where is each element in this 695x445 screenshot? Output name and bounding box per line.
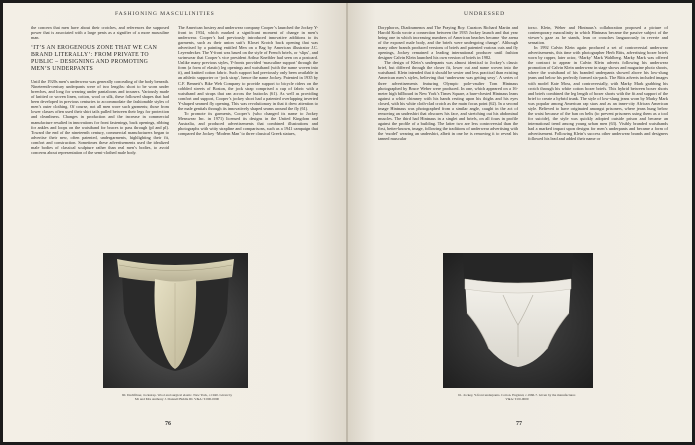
paragraph: The American hosiery and underwear company Cooper’s launched the Jockey Y-front in 1934, which marked a significant moment of change in men’s underwear. Cooper’s had previously introduced innovative additions to its garments, such as their union suit’s Kloset Krotch back opening that was advertised by a painting entitled Men on a Bag by American illustrator J.C. Leyendecker. The Y-front was based on the style of French briefs, or ‘slips’, and swimwear that Cooper’s vice president Arthur Kneibler had seen on a postcard. Unlike many previous styles, Y-fronts provided ‘masculine support’ through the form (a form of elastic) leg openings and waistband (with the name woven into it), and knitted cotton fabric. Such support had previously only been available in an athletic supporter or ‘jock strap’, hence the name Jockey. Patented in 1935 by C.F. Bennett’s Bike Web Company to provide support to bicycle riders on the cobbled streets of Boston, the jock strap comprised a cup of fabric with a waistband and straps that ran across the buttocks (61). As well as providing comfort and support, Cooper’s jockey short had a patented overlapping inverted Y-shaped seamed fly opening. This was revolutionary in that it drew attention to the male genitals through its innovatively shaped seams around the fly (61).	[178, 25, 318, 111]
right-column-2	[528, 25, 668, 253]
pull-quote: ‘IT’S AN EROGENOUS ZONE THAT WE CAN BRAND LITERALLY’: FROM PRIVATE TO PUBLIC – DESIGNING AND PROMOTING MEN’S UNDERPANTS	[31, 45, 158, 73]
right-column-1	[378, 25, 518, 253]
photo-jockstrap	[103, 253, 248, 388]
paragraph: To promote its garments, Cooper’s (who changed its name to Jockey Menswear Inc. in 1971) licensed its designs in the United Kingdom and Australia, and produced advertisements that combined illustrations and photographs with witty strapline and comparisons, such as a 1941 campaign that compared the Jockey ‘Modern Man’ to three classical Greek statues,	[178, 110, 318, 136]
photo-y-front	[443, 253, 593, 388]
y-front-illustration	[443, 253, 593, 388]
running-head-right: UNDRESSED	[464, 11, 506, 17]
caption-right: 61. Jockey, Y-front underpants. Cotton. England, c.1966-7. Given by the manufacturer. V&A: T.00-0000	[458, 393, 576, 402]
paragraph: torso. Klein, Weber and Hintnaus’s collaboration proposed a picture of contemporary masculinity in which Hintnaus became the passive subject of the viewer’s gaze as he stands, lean or crouches languorously in reverie and sensation.	[528, 25, 668, 46]
paragraph: Until the 1920s men’s underwear was generally concealing of the body beneath. Nineteenth-century underpants were of two lengths: short to be worn under breeches, and long for wearing under pantaloons and trousers. Variously made of knitted or woven linen, cotton, wool or silk, these followed shapes that had been developed in previous centuries to accommodate the fashionable styles of men’s outer clothing. Of course, not all men wore such garments; those from lower classes often used their shirt tails pulled between their legs for protection and cleanliness. Changes in production and the increase in commercial manufacture resulted in innovations for front fastenings, back openings, ribbing for ankles and loops on the waistband for braces to pass through (pl and pl). Toward the end of the nineteenth century, commercial manufacturers began to advertise their new, often patented, undergarments, highlighting their fit, comfort and construction. Sometimes these advertisements used the idealized male bodies of classical sculpture rather than real men’s bodies, to avoid concerns about representation of the semi-clothed male body.	[31, 79, 169, 155]
paragraph: In 1992 Calvin Klein again produced a set of controversial underwear advertisements, this time with photographer Herb Ritts, advertising boxer briefs worn by rapper, later actor, ‘Marky’ Mark Wahlberg. Marky Mark was offered the contract to appear in Calvin Klein adverts following his underwear promotion of Calvin Klein underwear in stage shows and magazine photo shoots, where the waistband of his branded underpants showed above his low-slung jeans and below his perfectly formed six-pack. The Ritts adverts included images with model Kate Moss, and controversially, with Marky Mark grabbing his crotch through his white cotton boxer briefs. This hybrid between boxer shorts and briefs combined the leg length of boxer shorts with the fit and support of the brief to create a hybrid trunk. The style of low-slung jeans worn by Marky Mark was popular among American rap stars and as an inner-city African American style. Believed to have originated amongst prisoners, where jeans hung below the waist because of the ban on belts (to prevent prisoners using them as a tool for suicide), the style was quickly adopted outside prison and became an international trend among young urban men (63). Visibly branded waistbands had a marked impact upon designs for men’s underpants and became a form of advertisement. Following Klein’s success other underwear brands and designers followed his lead and added their name or	[528, 45, 668, 142]
paragraph: The design of Klein’s underpants was almost identical to Jockey’s classic brief, but differed through the closer fit, lower cut and name woven into the waistband. Klein intended that it should be sexier and less practical than existing American men’s styles, believing that ‘underwear was getting sexy’. A series of three advertisements featuring Olympic pole-vaulter Tom Hintnaus photographed by Bruce Weber were produced. In one, which appeared on a 16-meter high billboard in New York’s Times Square, a bare-chested Hintnaus leans against a white chimney with his hands resting upon his thighs and his eyes closed, with his white cloth-clad crotch as the main focus point (62). In a second image Hintnaus was photographed from a similar angle, caught in the act of removing an undershirt that obscures his face, and stretching out his abdominal muscles. The third had Hintnaus in a singlet and briefs, on all fours in profile against the profile of a building. The latter two are less controversial than the first, better-known, image, following the traditions of underwear advertising with the ‘model’ wearing an undershirt, albeit in one he is removing it to reveal his tanned muscular	[378, 60, 518, 142]
running-head-left: FASHIONING MASCULINITIES	[115, 11, 215, 17]
page-number-right: 77	[516, 421, 522, 427]
right-page	[348, 3, 692, 442]
left-column-1	[31, 25, 169, 253]
paragraph: Doryphoros, Diadoumenos and The Praying Boy. Curators Richard Martin and Harold Koda wrote a connection between the 1935 Jockey launch and that year being one in which increasing numbers of American beaches became ‘the arena of the exposed male body, and the briefs were undergoing change’. Although many other brands produced versions of briefs and patented various cuts and fly openings, Jockey remained a leading international producer until fashion designer Calvin Klein launched his own version of briefs in 1982.	[378, 25, 518, 61]
paragraph: the concern that men have about their crotches, and references the supposed power that is associated with a large penis as a signifier of a more masculine man.	[31, 25, 169, 41]
book-spread	[3, 3, 692, 442]
left-column-2	[178, 25, 318, 253]
caption-left: 60. Dachfilner, Jockstrap. Wool and surgical elastic. New York, c.1940. Given by Mr and Mrs Anthony J. Donnell Biddle III. V&A: T.000-0000	[121, 393, 233, 402]
jockstrap-illustration	[103, 253, 248, 388]
page-number-left: 76	[165, 421, 171, 427]
left-page	[3, 3, 347, 442]
